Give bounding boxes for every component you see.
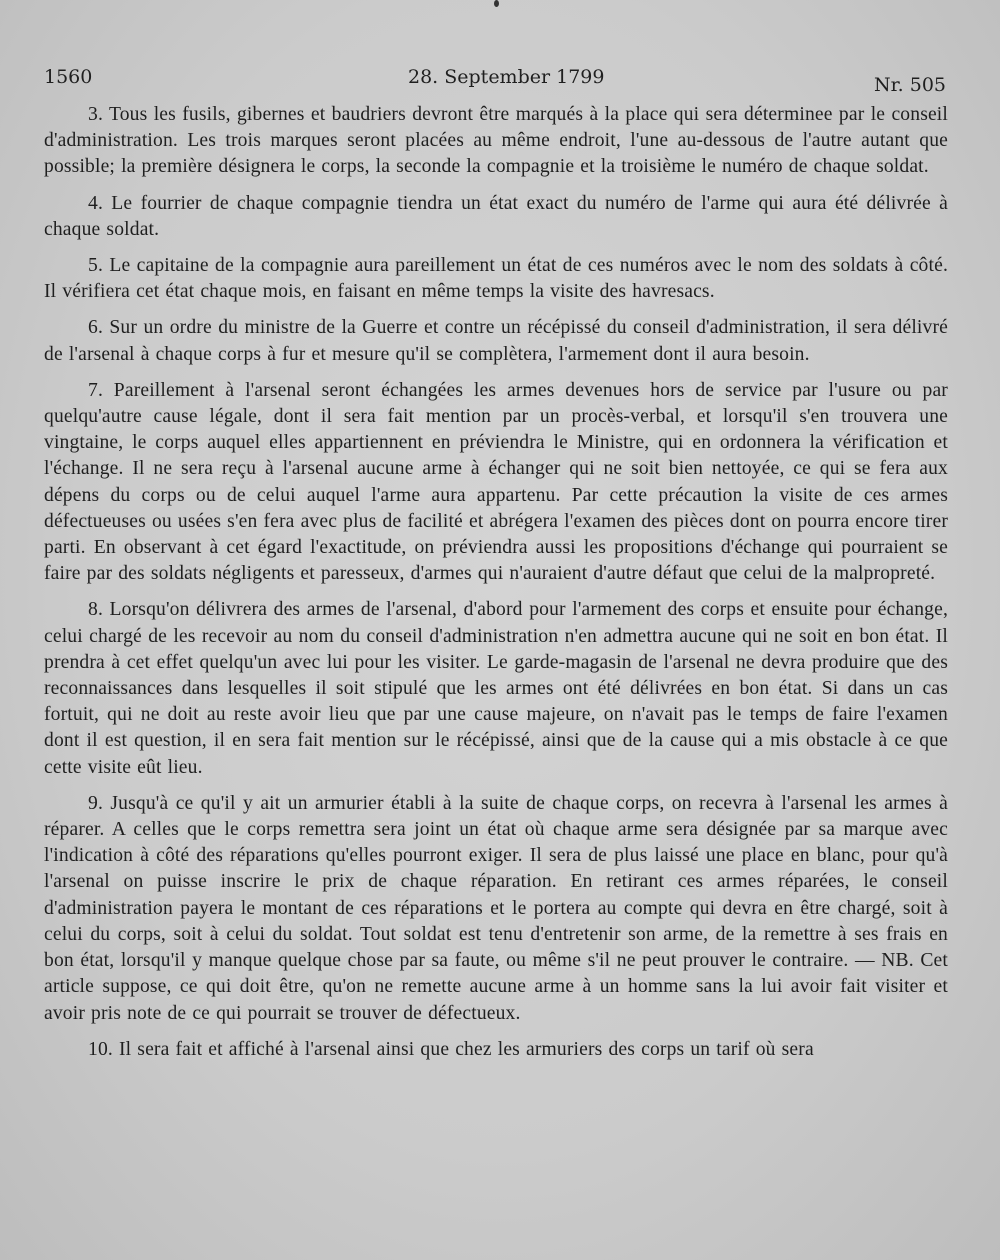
page-number: 1560 [44,66,93,88]
paragraph-article-10: 10. Il sera fait et affiché à l'arsenal ainsi que chez les armuriers des corps un tarif où sera [88,1038,814,1060]
paragraph-article-7: 7. Pareillement à l'arsenal seront échangées les armes devenues hors de service par l'usure ou par quelqu'autre cause légale, dont il sera fait mention par un procès-verbal, et lorsqu'il s'en trouvera une vingtaine, le corps auquel elles appartiennent en préviendra le Ministre, qui en ordonnera la vérification et l'échange. Il ne sera reçu à l'arsenal aucune arme à échanger qui ne soit bien nettoyée, ce qui se fera aux dépens du corps ou de celui auquel l'arme aura appartenu. Par cette précaution la visite de ces armes défectueuses ou usées s'en fera avec plus de facilité et abrégera l'examen des pièces dont on pourra encore tirer parti. En observant à cet égard l'exactitude, on préviendra aussi les propositions d'échange qui pourraient se faire par des soldats négligents et paresseux, d'armes qui n'auraient d'autre défaut que celui de la malpropreté. [44,379,948,585]
paragraph-article-9: 9. Jusqu'à ce qu'il y ait un armurier établi à la suite de chaque corps, on recevra à l'arsenal les armes à réparer. A celles que le corps remettra sera joint un état où chaque arme sera désignée par sa marque avec l'indication à côté des réparations qu'elles pourront exiger. Il sera de plus laissé une place en blanc, pour qu'à l'arsenal on puisse inscrire le prix de chaque réparation. En retirant ces armes réparées, le conseil d'administration payera le montant de ces réparations et le portera au compte qui devra en être chargé, soit à celui du corps, soit à celui du soldat. Tout soldat est tenu d'entretenir son arme, de la remettre à ses frais en bon état, lorsqu'il y manque quelque chose par sa faute, ou même s'il ne peut prouver le contraire. — NB. Cet article suppose, ce qui doit être, qu'on ne remette aucune arme à un homme sans la lui avoir fait visiter et avoir pris note de ce qui pourrait se trouver de défectueux. [44,792,948,1024]
page-date: 28. September 1799 [408,66,605,88]
paragraph-article-8: 8. Lorsqu'on délivrera des armes de l'arsenal, d'abord pour l'armement des corps et ensuite pour échange, celui chargé de les recevoir au nom du conseil d'administration n'en admettra aucune qui ne soit en bon état. Il prendra à cet effet quelqu'un avec lui pour les visiter. Le garde-magasin de l'arsenal ne devra produire que des reconnaissances dans lesquelles il soit stipulé que les armes ont été délivrées en bon état. Si dans un cas fortuit, qui ne doit au reste avoir lieu que par une cause majeure, on n'avait pas le temps de faire l'examen dont il est question, il en sera fait mention sur le récépissé, ainsi que de la cause qui a mis obstacle à ce que cette visite eût lieu. [44,599,948,778]
paragraph-article-5: 5. Le capitaine de la compagnie aura pareillement un état de ces numéros avec le nom des soldats à côté. Il vérifiera cet état chaque mois, en faisant en même temps la visite des havresacs. [44,255,948,303]
paragraph-article-6: 6. Sur un ordre du ministre de la Guerre et contre un récépissé du conseil d'administration, il sera délivré de l'arsenal à chaque corps à fur et mesure qu'il se complètera, l'armement dont il aura besoin. [44,317,948,365]
paragraph-article-3: 3. Tous les fusils, gibernes et baudriers devront être marqués à la place qui sera déterminee par le conseil d'administration. Les trois marques seront placées au même endroit, l'une au-dessous de l'autre autant que possible; la première désignera le corps, la seconde la compagnie et la troisième le numéro de chaque soldat. [44,104,948,178]
document-number: Nr. 505 [874,74,946,96]
paragraph-article-4: 4. Le fourrier de chaque compagnie tiendra un état exact du numéro de l'arme qui aura été délivrée à chaque soldat. [44,192,948,240]
ink-dot [494,0,499,7]
page-header [44,62,946,96]
body-text [44,102,948,1073]
